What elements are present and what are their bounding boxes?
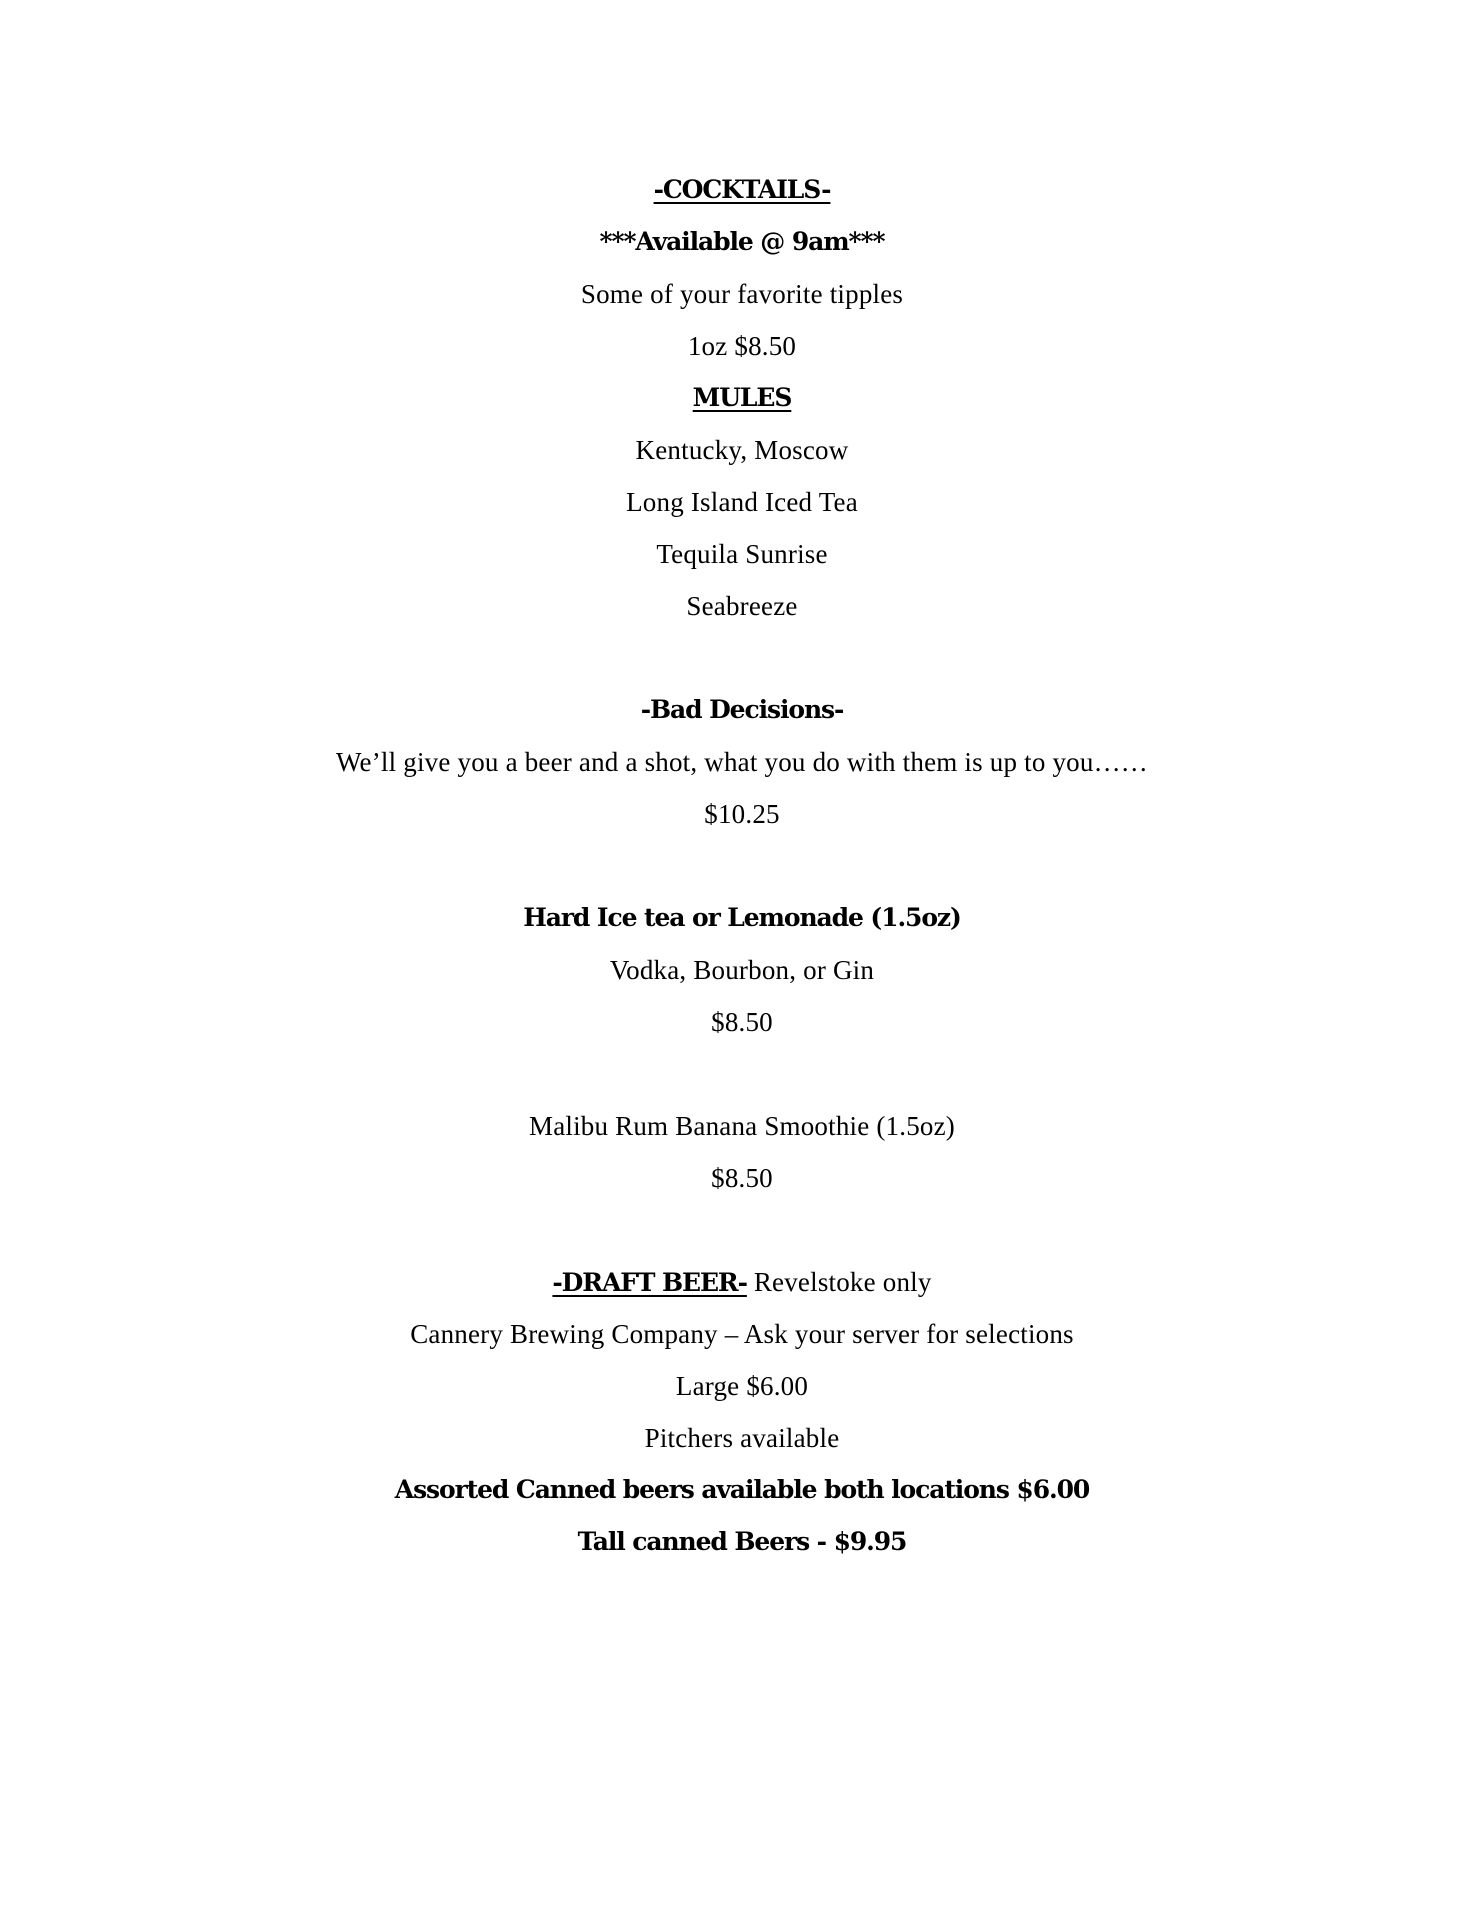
hard-ice-tea-heading: Hard Ice tea or Lemonade (1.5oz): [523, 903, 961, 932]
malibu-heading: Malibu Rum Banana Smoothie (1.5oz): [529, 1111, 955, 1141]
draft-beer-heading: [0, 1266, 1484, 1299]
bad-decisions-heading: -Bad Decisions-: [640, 695, 844, 724]
draft-beer-large-price: Large $6.00: [675, 1371, 809, 1401]
cocktails-tagline: Some of your favorite tipples: [580, 279, 904, 309]
draft-beer-pitchers: Pitchers available: [644, 1423, 840, 1453]
cocktail-item: Tequila Sunrise: [656, 539, 828, 569]
cocktails-heading-text: -COCKTAILS-: [653, 175, 831, 204]
hard-ice-tea-options: Vodka, Bourbon, or Gin: [609, 955, 875, 985]
cocktails-price: 1oz $8.50: [687, 331, 797, 361]
cocktails-availability: ***Available @ 9am***: [599, 227, 885, 256]
bad-decisions-price: $10.25: [704, 799, 780, 829]
cocktail-item: Seabreeze: [686, 591, 798, 621]
malibu-price: $8.50: [711, 1163, 773, 1193]
hard-ice-tea-price: $8.50: [711, 1007, 773, 1037]
mules-heading: [0, 382, 1484, 414]
cocktail-item: Long Island Iced Tea: [626, 487, 858, 517]
canned-beers: Assorted Canned beers available both locations $6.00: [394, 1475, 1090, 1504]
bad-decisions-description: We’ll give you a beer and a shot, what you do with them is up to you……: [336, 747, 1148, 777]
cocktail-item: Kentucky, Moscow: [635, 435, 849, 465]
cocktails-heading: [0, 174, 1484, 206]
draft-beer-heading-text: -DRAFT BEER-: [552, 1268, 747, 1297]
mules-heading-text: MULES: [692, 383, 792, 412]
tall-canned-beers: Tall canned Beers - $9.95: [577, 1527, 907, 1556]
draft-beer-brewery: Cannery Brewing Company – Ask your server for selections: [410, 1319, 1074, 1349]
draft-beer-heading-suffix: Revelstoke only: [746, 1267, 932, 1297]
